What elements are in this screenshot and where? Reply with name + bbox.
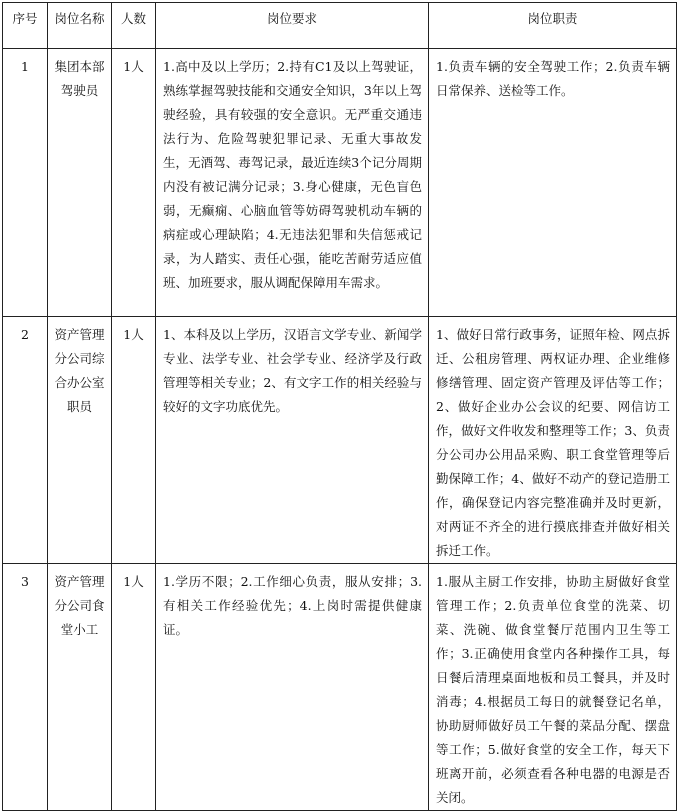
row-requirements: 1.高中及以上学历；2.持有C1及以上驾驶证，熟练掌握驾驶技能和交通安全知识，3年以上驾驶经验，具有较强的安全意识。无严重交通违法行为、危险驾驶犯罪记录、无重大事故发生，无酒驾、毒驾记录，最近连续3个记分周期内没有被记满分记录；3.身心健康，无色盲色弱，无癫痫、心脑血管等妨碍驾驶机动车辆的病症或心理缺陷；4.无违法犯罪和失信惩戒记录，为人踏实、责任心强，能吃苦耐劳适应值班、加班要求，服从调配保障用车需求。 — [156, 49, 429, 317]
header-requirements: 岗位要求 — [156, 3, 429, 49]
row-headcount: 1人 — [112, 49, 156, 317]
row-duties: 1.负责车辆的安全驾驶工作；2.负责车辆日常保养、送检等工作。 — [429, 49, 677, 317]
row-serial-number: 1 — [3, 49, 48, 317]
row-position-name: 资产管理分公司食堂小工 — [48, 564, 112, 811]
row-duties: 1.服从主厨工作安排，协助主厨做好食堂管理工作；2.负责单位食堂的洗菜、切菜、洗碗、做食堂餐厅范围内卫生等工作；3.正确使用食堂内各种操作工具，每日餐后清理桌面地板和员工餐具，并及时消毒；4.根据员工每日的就餐登记名单，协助厨师做好员工午餐的菜品分配、摆盘等工作；5.做好食堂的安全工作，每天下班离开前，必须查看各种电器的电源是否关闭。 — [429, 564, 677, 811]
table-row — [3, 317, 677, 564]
row-position-name: 集团本部驾驶员 — [48, 49, 112, 317]
row-headcount: 1人 — [112, 564, 156, 811]
header-position-name: 岗位名称 — [48, 3, 112, 49]
header-serial-number: 序号 — [3, 3, 48, 49]
header-headcount: 人数 — [112, 3, 156, 49]
row-requirements: 1.学历不限；2.工作细心负责，服从安排；3.有相关工作经验优先；4.上岗时需提供健康证。 — [156, 564, 429, 811]
job-positions-table — [2, 2, 677, 811]
table-row — [3, 564, 677, 811]
header-duties: 岗位职责 — [429, 3, 677, 49]
row-position-name: 资产管理分公司综合办公室职员 — [48, 317, 112, 564]
row-headcount: 1人 — [112, 317, 156, 564]
table-row — [3, 49, 677, 317]
row-serial-number: 3 — [3, 564, 48, 811]
row-requirements: 1、本科及以上学历，汉语言文学专业、新闻学专业、法学专业、社会学专业、经济学及行政管理等相关专业；2、有文字工作的相关经验与较好的文字功底优先。 — [156, 317, 429, 564]
table-header-row — [3, 3, 677, 49]
row-duties: 1、做好日常行政事务，证照年检、网点拆迁、公租房管理、两权证办理、企业维修修缮管理、固定资产管理及评估等工作；2、做好企业办公会议的纪要、网信访工作，做好文件收发和整理等工作；3、负责分公司办公用品采购、职工食堂管理等后勤保障工作；4、做好不动产的登记造册工作，确保登记内容完整准确并及时更新，对两证不齐全的进行摸底排查并做好相关拆迁工作。 — [429, 317, 677, 564]
row-serial-number: 2 — [3, 317, 48, 564]
